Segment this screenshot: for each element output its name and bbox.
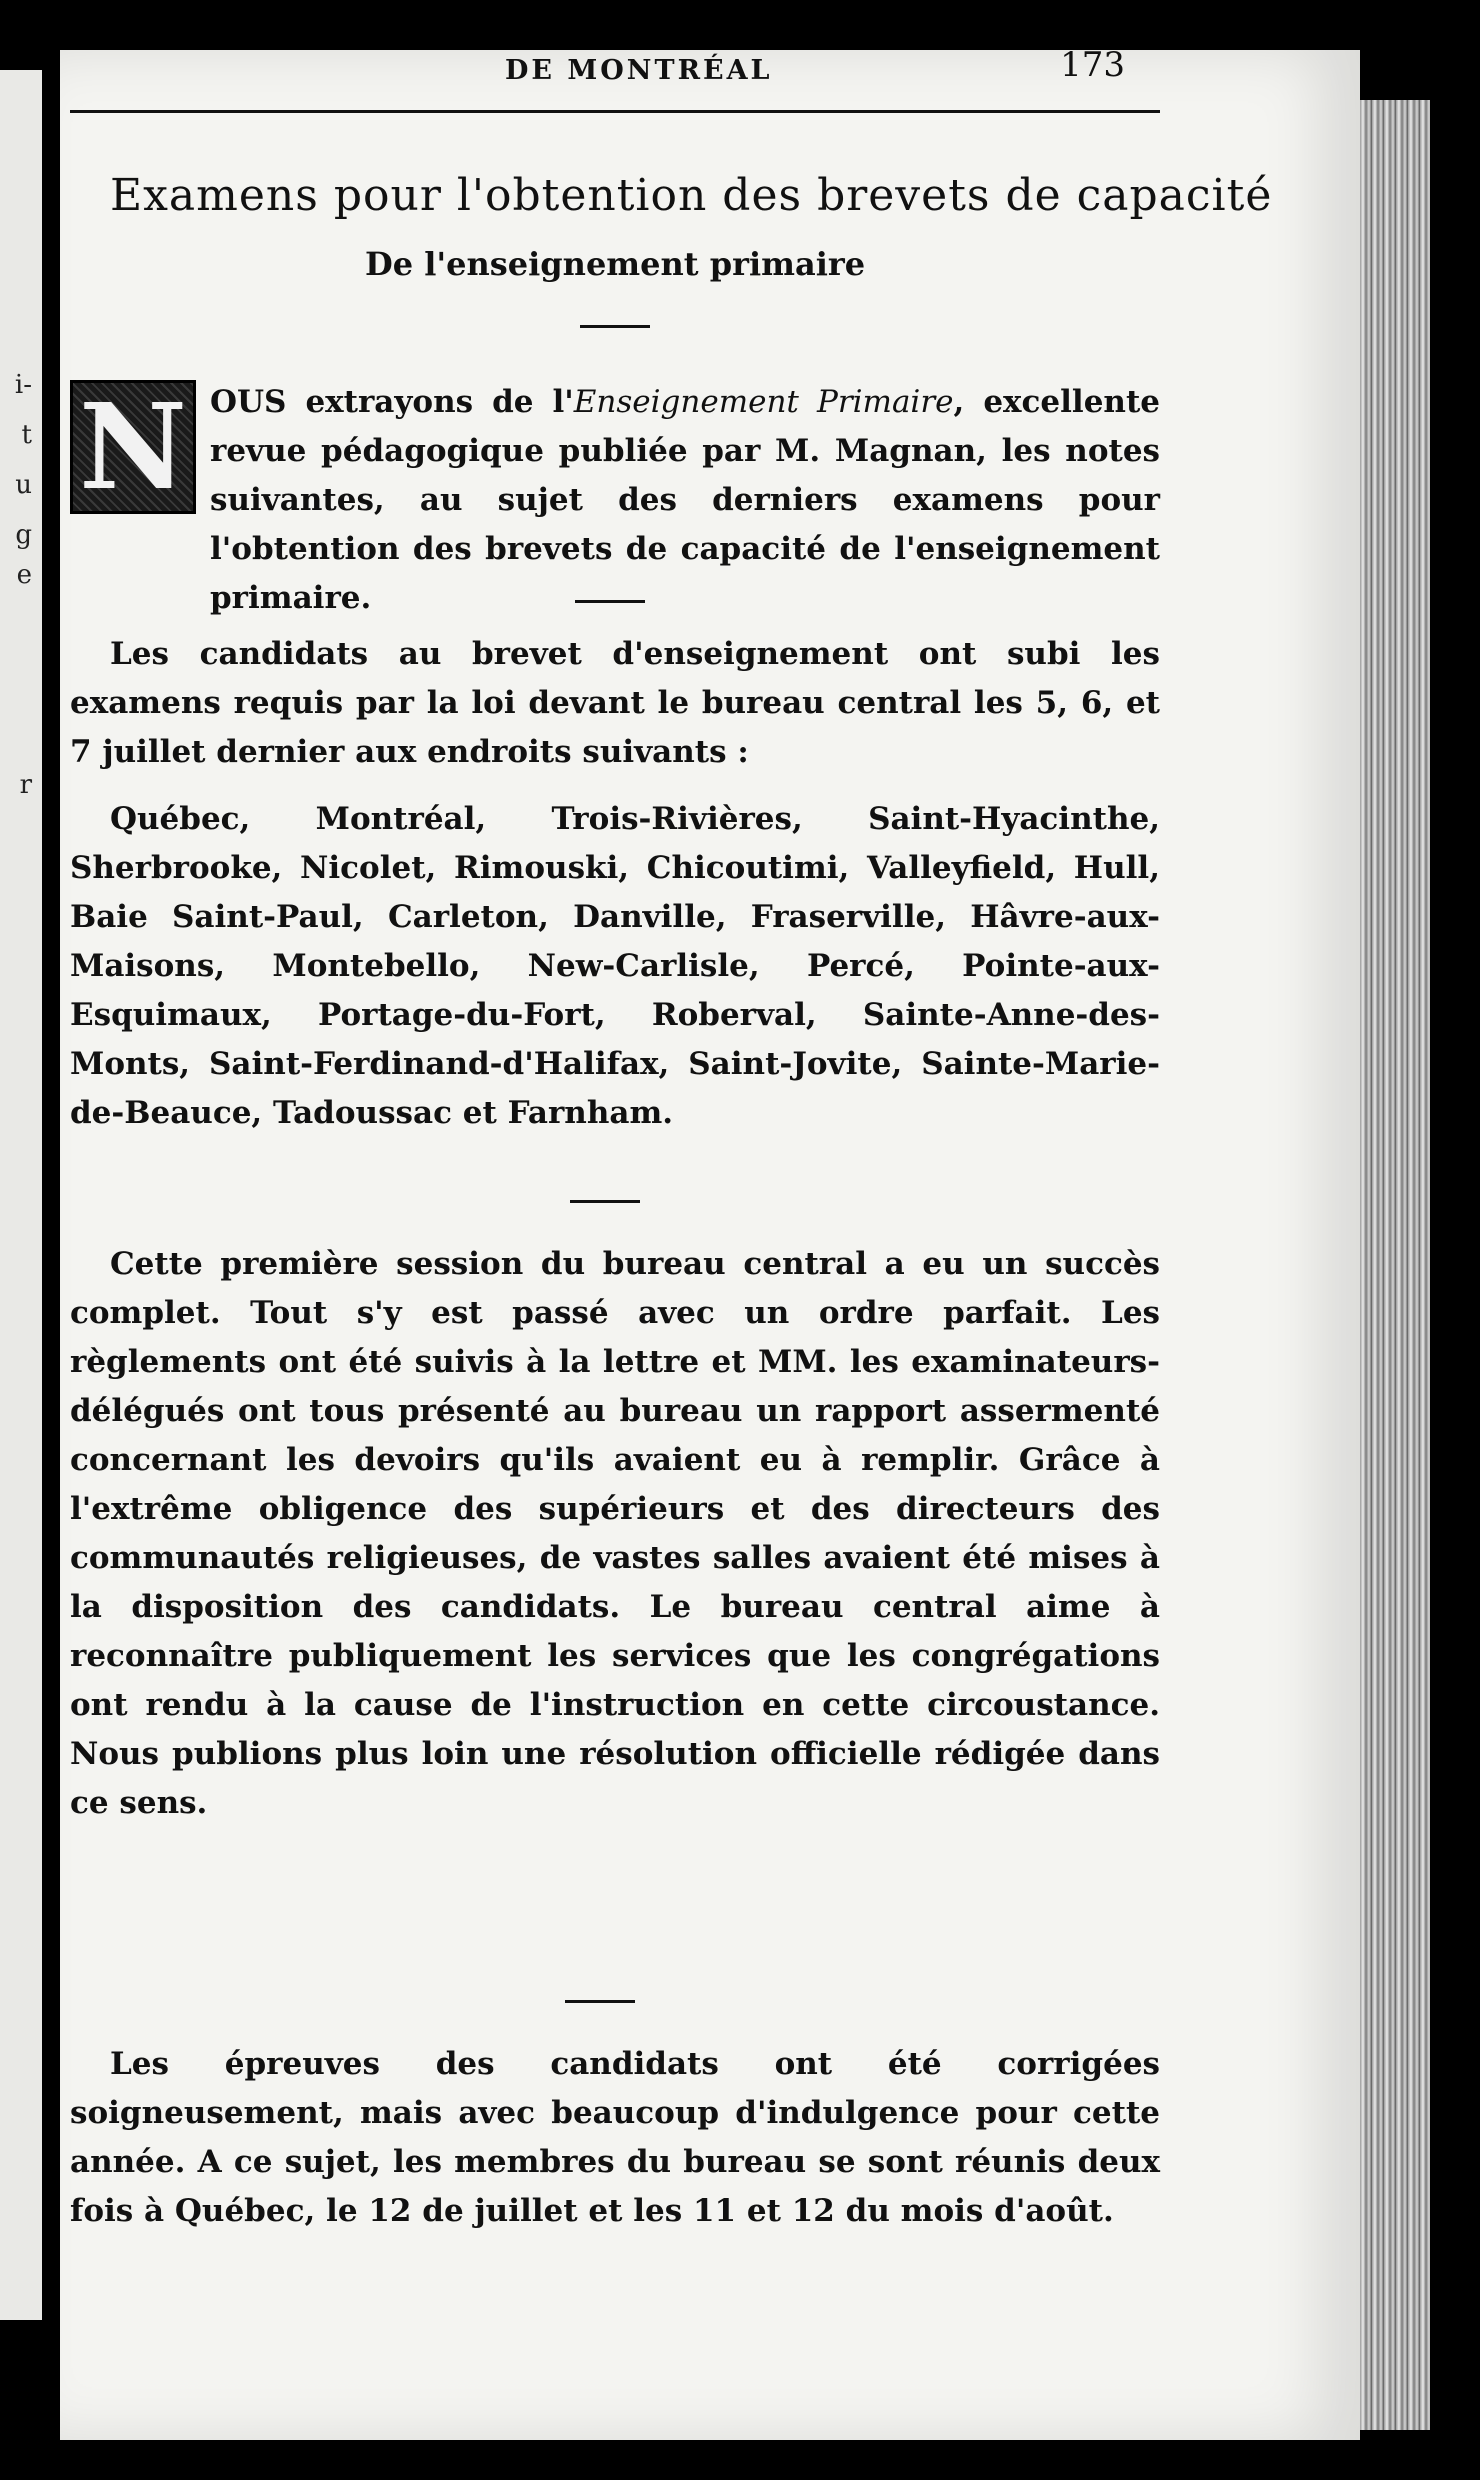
intro-rest: , excellente revue pédagogique publiée par M. Magnan, les notes suivantes, au sujet des derniers examens pour l'obtention des brevets de capacité de l'enseignement primaire. <box>210 384 1160 616</box>
edge-fragment: g <box>15 520 32 550</box>
page-number: 173 <box>1060 45 1125 85</box>
intro-italic: Enseignement Primaire <box>573 384 954 420</box>
edge-fragment: i- <box>14 370 32 400</box>
facing-page-edge <box>0 70 42 2320</box>
article-subtitle: De l'enseignement primaire <box>364 245 866 283</box>
paragraph-session <box>70 1240 1160 1828</box>
section-rule <box>565 2000 635 2003</box>
edge-fragment: e <box>16 560 32 590</box>
intro-paragraph <box>70 378 1160 623</box>
paragraph-text: Cette première session du bureau central a eu un succès complet. Tout s'y est passé avec un ordre parfait. Les règlements ont été suivis à la lettre et MM. les examinateurs-délégués ont tous présenté au bureau un rapport assermenté concernant les devoirs qu'ils avaient eu à remplir. Grâce à l'extrême obligence des supérieurs et des directeurs des communautés religieuses, de vastes salles avaient été mises à la disposition des candidats. Le bureau central aime à reconnaître publiquement les services que les congrégations ont rendu à la cause de l'instruction en cette circoustance. Nous publions plus loin une résolution officielle rédigée dans ce sens. <box>70 1246 1160 1821</box>
edge-fragment: r <box>19 770 32 800</box>
section-rule <box>575 600 645 603</box>
article-title: Examens pour l'obtention des brevets de capacité <box>110 170 1273 221</box>
header-rule <box>70 110 1160 113</box>
paragraph-candidates <box>70 630 1160 777</box>
section-rule <box>570 1200 640 1203</box>
page-block-edges <box>1360 100 1430 2430</box>
dropcap-initial: N <box>70 380 196 514</box>
edge-fragment: u <box>15 470 32 500</box>
paragraph-corrections <box>70 2040 1160 2236</box>
paragraph-places <box>70 795 1160 1138</box>
running-head-title: DE MONTRÉAL <box>505 55 773 86</box>
paragraph-text: Les candidats au brevet d'enseignement ont subi les examens requis par la loi devant le bureau central les 5, 6, et 7 juillet dernier aux endroits suivants : <box>70 636 1160 770</box>
edge-fragment: t <box>21 420 32 450</box>
paragraph-text: Québec, Montréal, Trois-Rivières, Saint-Hyacinthe, Sherbrooke, Nicolet, Rimouski, Chicoutimi, Valleyfield, Hull, Baie Saint-Paul, Carleton, Danville, Fraserville, Hâvre-aux-Maisons, Montebello, New-Carlisle, Percé, Pointe-aux-Esquimaux, Portage-du-Fort, Roberval, Sainte-Anne-des-Monts, Saint-Ferdinand-d'Halifax, Saint-Jovite, Sainte-Marie-de-Beauce, Tadoussac et Farnham. <box>70 801 1160 1131</box>
intro-start: OUS extrayons de l' <box>210 384 574 420</box>
paragraph-text: Les épreuves des candidats ont été corrigées soigneusement, mais avec beaucoup d'indulgence pour cette année. A ce sujet, les membres du bureau se sont réunis deux fois à Québec, le 12 de juillet et les 11 et 12 du mois d'août. <box>70 2046 1160 2229</box>
section-rule <box>580 325 650 328</box>
